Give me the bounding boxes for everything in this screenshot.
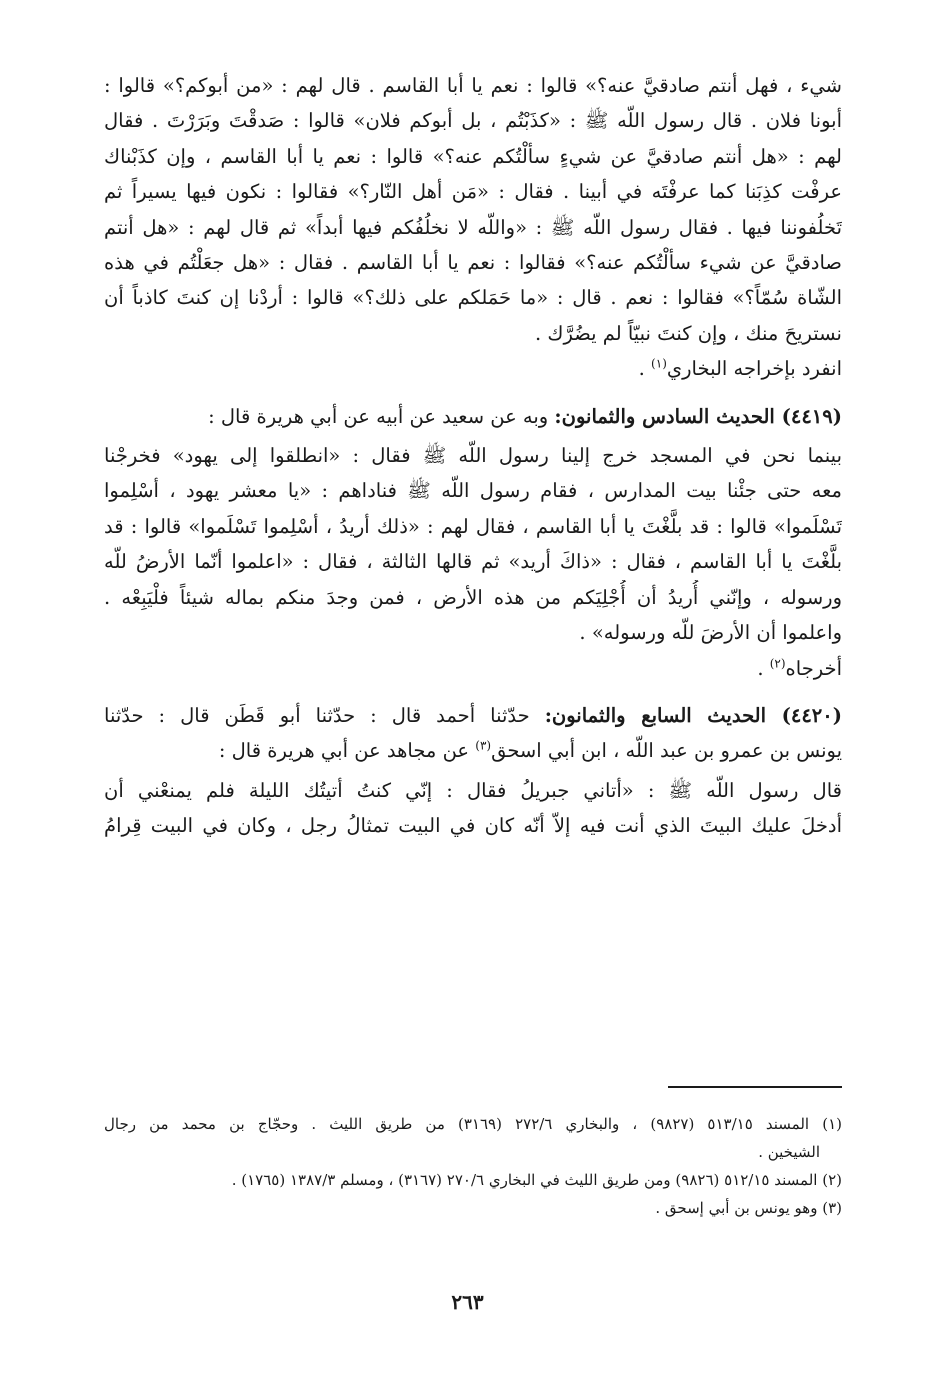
text-line: نستريحَ منك ، وإن كنتَ نبيّاً لم يضُرَّك . — [534, 321, 842, 345]
hadith-isnad: وبه عن سعيد عن أبيه عن أبي هريرة قال : — [208, 404, 555, 428]
footnote-marker: (٢) — [769, 656, 786, 670]
hadith-heading — [104, 399, 842, 434]
isnad-text: عن مجاهد عن أبي هريرة قال : — [218, 739, 476, 763]
reference-text: انفرد بإخراجه البخاري — [666, 357, 842, 381]
footnote-divider — [668, 1086, 842, 1088]
hadith-4420 — [104, 698, 842, 844]
text-line: واعلموا أن الأرضَ للّه ورسوله» . — [579, 621, 842, 645]
text-line: تَخلُفوننا فيها . فقال رسول اللّه ﷺ : «واللّه لا نخلُفُكم فيها أبداً» ثم قال لهم : «هل أنتم — [104, 215, 842, 239]
text-line: عرفْت كذِبَنا كما عرفْتَه في أبينا . فقال : «مَن أهل النّار؟» فقالوا : نكون فيها يسيراً ثم — [104, 180, 842, 204]
text-line: بينما نحن في المسجد خرج إلينا رسول اللّه ﷺ فقال : «انطلقوا إلى يهود» فخرجْنا — [104, 444, 842, 468]
hadith-isnad: حدّثنا أحمد قال : حدّثنا أبو قَطَن قال : حدّثنا — [104, 703, 545, 727]
footnotes — [104, 1110, 842, 1222]
text-line: لهم : «هل أنتم صادقيَّ عن شيءٍ سألْتُكم عنه؟» قالوا : نعم يا أبا القاسم ، وإن كذَبْناك — [104, 144, 842, 168]
hadith-heading — [104, 698, 842, 733]
footnote-3: (٣) وهو يونس بن أبي إسحق . — [655, 1199, 842, 1217]
footnote-1-continued: الشيخين . — [758, 1143, 820, 1161]
text-line: معه حتى جئْنا بيت المدارس ، فقام رسول اللّه ﷺ فناداهم : «يا معشر يهود ، أسْلِموا — [104, 479, 842, 503]
text-line: بلَّغْتَ يا أبا القاسم ، فقال : «ذاكَ أريد» ثم قالها الثالثة ، فقال : «اعلموا أنّما الأرضُ للّه — [104, 550, 842, 574]
text-line — [104, 733, 842, 768]
footnote-marker: (١) — [651, 356, 667, 371]
text-line: تَسْلَموا» قالوا : قد بلَّغْتَ يا أبا القاسم ، فقال لهم : «ذلك أريدُ ، أسْلِموا تَسْلَموا» قالوا : قد — [104, 514, 842, 538]
text-line: أبونا فلان . قال رسول اللّه ﷺ : «كذَبْتُم ، بل أبوكم فلان» قالوا : صَدقْتَ وبَرَرْتَ . فقال — [104, 109, 842, 133]
reference-text: أخرجاه — [785, 656, 842, 680]
footnote-marker: (٣) — [475, 738, 492, 753]
reference-line — [104, 651, 842, 686]
footnote-1: (١) المسند ٥١٣/١٥ (٩٨٢٧) ، والبخاري ٢٧٢/٦ (٣١٦٩) من طريق الليث . وحجّاج بن محمد من رجال — [104, 1115, 842, 1133]
footnote-2: (٢) المسند ٥١٢/١٥ (٩٨٢٦) ومن طريق الليث في البخاري ٢٧٠/٦ (٣١٦٧) ، ومسلم ١٣٨٧/٣ (١٧٦٥) . — [231, 1171, 842, 1189]
page-body — [104, 68, 842, 844]
reference-end: . — [757, 656, 770, 680]
hadith-title: (٤٤٢٠) الحديث السابع والثمانون: — [544, 703, 842, 727]
text-line: صادقيَّ عن شيء سألْتُكم عنه؟» فقالوا : نعم يا أبا القاسم . فقال : «هل جعَلْتُم في هذه — [104, 251, 842, 275]
isnad-text: يونس بن عمرو بن عبد اللّه ، ابن أبي اسحق — [491, 739, 842, 763]
text-line: الشّاة سُمّاً؟» فقالوا : نعم . قال : «ما حَمَلكم على ذلك؟» قالوا : أردْنا إن كنتَ كاذباً أن — [104, 286, 842, 310]
text-line: شيء ، فهل أنتم صادقيَّ عنه؟» قالوا : نعم يا أبا القاسم . قال لهم : «من أبوكم؟» قالوا : — [104, 74, 842, 97]
page-number: ٢٦٣ — [451, 1290, 484, 1314]
text-line: قال رسول اللّه ﷺ : «أتاني جبريلُ فقال : إنّي كنتُ أتيتُك الليلة فلم يمنعْني أن — [104, 778, 842, 802]
hadith-continuation — [104, 68, 842, 387]
reference-end: . — [638, 357, 652, 381]
text-line: أدخلَ عليك البيتَ الذي أنت فيه إلاّ أنّه كان في البيت تمثالُ رجل ، وكان في البيت قِرامُ — [104, 814, 842, 838]
reference-line — [104, 351, 842, 386]
text-line: ورسوله ، وإنّني أُريدُ أن أُجْلِيَكم من هذه الأرض ، فمن وجدَ منكم بماله شيئاً فلْيَبِعْه . — [104, 585, 842, 609]
hadith-title: (٤٤١٩) الحديث السادس والثمانون: — [554, 404, 842, 428]
hadith-4419 — [104, 399, 842, 686]
